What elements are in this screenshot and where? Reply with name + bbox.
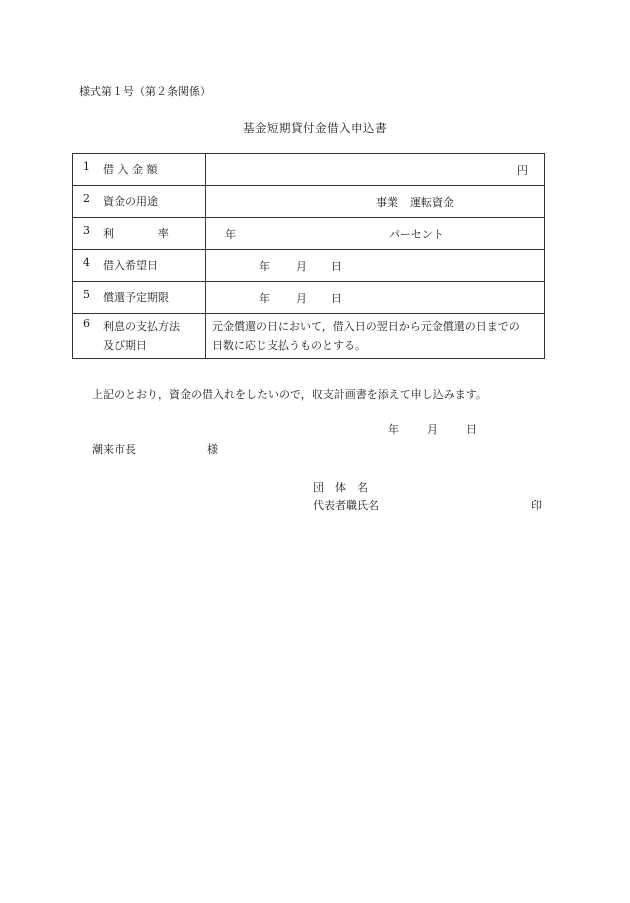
application-table bbox=[72, 153, 545, 359]
organization-name-label: 団 体 名 bbox=[313, 481, 368, 494]
table-row-interest-payment bbox=[73, 314, 545, 359]
row-label-fund-purpose: 資金の用途 bbox=[103, 195, 158, 208]
date-month: 月 bbox=[427, 423, 438, 436]
interest-payment-text: 元金償還の日において，借入日の翌日から元金償還の日までの 日数に応じ支払うものとする。 bbox=[212, 320, 520, 352]
addressee-name: 潮来市長 bbox=[92, 443, 136, 456]
purpose-operating-funds: 運転資金 bbox=[410, 195, 454, 209]
date-year: 年 bbox=[388, 423, 399, 436]
date-day: 日 bbox=[466, 423, 477, 436]
date-year: 年 bbox=[259, 259, 270, 273]
application-date bbox=[388, 421, 477, 437]
table-row-fund-purpose bbox=[73, 186, 545, 218]
table-row-interest-rate bbox=[73, 218, 545, 250]
table-row-loan-amount bbox=[73, 154, 545, 186]
table-row-repayment-deadline bbox=[73, 282, 545, 314]
rate-percent: パーセント bbox=[389, 227, 444, 241]
representative-name-label: 代表者職氏名 bbox=[313, 499, 379, 512]
date-month: 月 bbox=[296, 259, 307, 273]
row-number: 6 bbox=[83, 317, 90, 330]
row-label-repayment-deadline: 償還予定期限 bbox=[103, 291, 169, 304]
seal-mark: 印 bbox=[531, 499, 542, 512]
declaration-text: 上記のとおり，資金の借入れをしたいので，収支計画書を添えて申し込みます。 bbox=[92, 388, 487, 401]
addressee bbox=[92, 441, 218, 457]
addressee-honorific: 様 bbox=[207, 443, 218, 456]
yen-unit: 円 bbox=[517, 163, 528, 177]
date-day: 日 bbox=[331, 259, 342, 273]
date-year: 年 bbox=[259, 291, 270, 305]
row-label-desired-date: 借入希望日 bbox=[103, 259, 158, 272]
row-number: 1 bbox=[83, 160, 90, 173]
document-title: 基金短期貸付金借入申込書 bbox=[243, 121, 387, 135]
row-label-interest-rate: 利 率 bbox=[103, 227, 169, 240]
date-day: 日 bbox=[331, 291, 342, 305]
rate-per-year: 年 bbox=[225, 227, 236, 241]
row-number: 3 bbox=[83, 224, 90, 237]
row-label-interest-payment: 利息の支払方法 及び期日 bbox=[103, 320, 180, 352]
row-label-loan-amount: 借 入 金 額 bbox=[103, 163, 158, 176]
date-month: 月 bbox=[296, 291, 307, 305]
row-number: 5 bbox=[83, 288, 90, 301]
row-number: 2 bbox=[83, 192, 90, 205]
purpose-business: 事業 bbox=[376, 195, 398, 209]
row-number: 4 bbox=[83, 256, 90, 269]
table-row-desired-date bbox=[73, 250, 545, 282]
form-number-label: 様式第１号（第２条関係） bbox=[79, 85, 211, 98]
